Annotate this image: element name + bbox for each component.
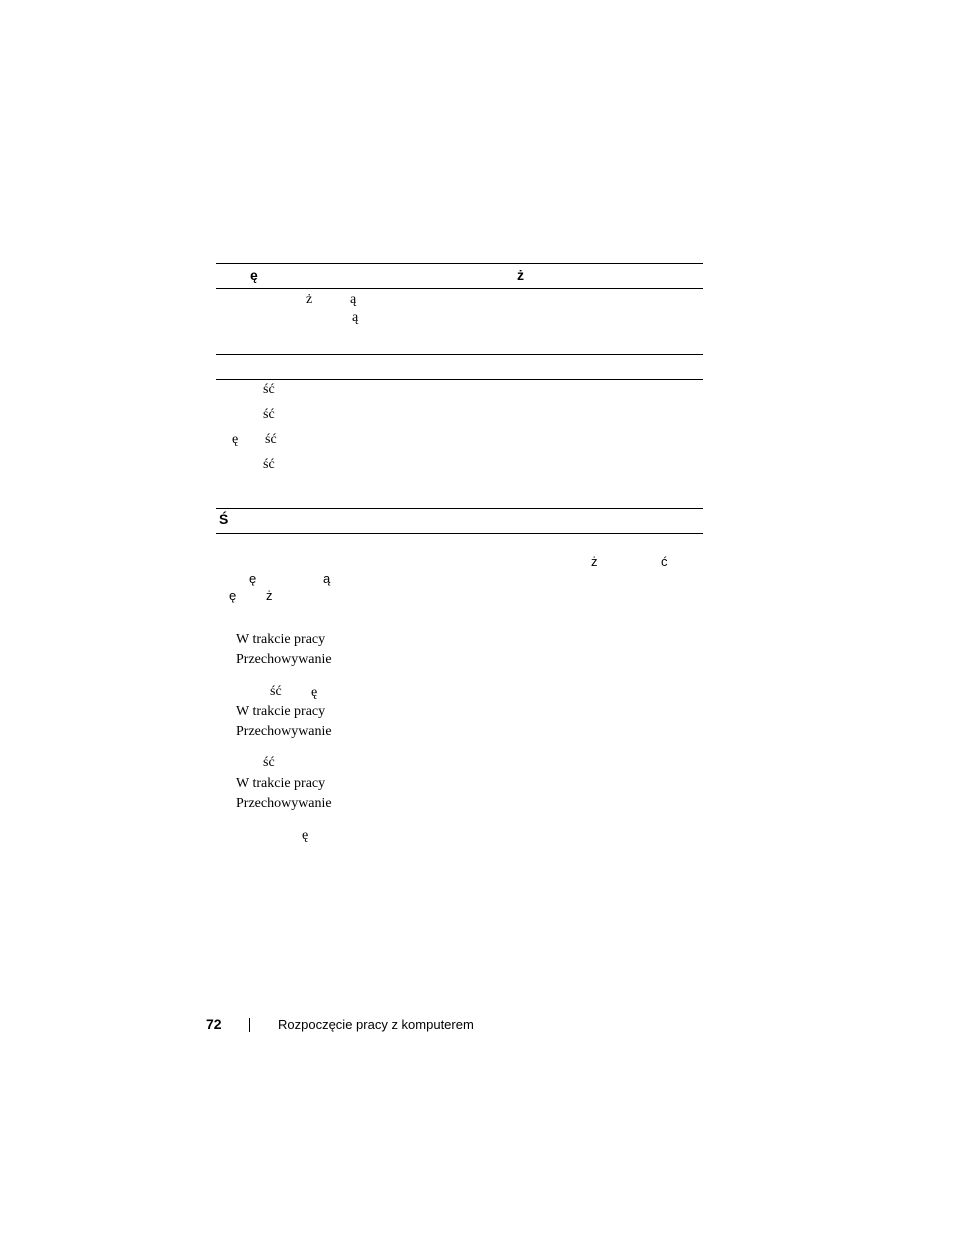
- list-item: ść: [263, 382, 275, 397]
- paragraph-glyph: ż: [591, 554, 598, 569]
- paragraph-glyph: ą: [323, 571, 331, 586]
- list-item: ść: [263, 457, 275, 472]
- row1-line2-glyph: ą: [352, 310, 359, 325]
- table-header-col2: ż: [517, 267, 524, 283]
- paragraph-glyph: ć: [661, 554, 668, 569]
- condition-item-storage: Przechowywanie: [236, 724, 332, 739]
- condition-item-storage: Przechowywanie: [236, 652, 332, 667]
- group-label-glyph: ść: [270, 684, 282, 699]
- footer-title: Rozpoczęcie pracy z komputerem: [278, 1017, 474, 1032]
- row1-glyph-a: ż: [306, 292, 313, 307]
- list-item-prefix: ę: [232, 432, 239, 447]
- paragraph-glyph: ę: [229, 588, 237, 603]
- row1-glyph-b: ą: [350, 292, 357, 307]
- paragraph-glyph: ę: [249, 571, 257, 586]
- table-row1-rule: [216, 354, 703, 355]
- condition-item-operating: W trakcie pracy: [236, 704, 326, 719]
- table-header-rule: [216, 288, 703, 289]
- condition-item-storage: Przechowywanie: [236, 796, 332, 811]
- paragraph-glyph: ż: [266, 588, 273, 603]
- table-top-rule: [216, 263, 703, 264]
- section-heading: Ś: [219, 511, 229, 527]
- section-top-rule: [216, 508, 703, 509]
- condition-item-operating: W trakcie pracy: [236, 632, 326, 647]
- list-item: ść: [265, 432, 277, 447]
- group-label-glyph: ę: [311, 685, 318, 700]
- trailing-glyph: ę: [302, 828, 309, 843]
- condition-item-operating: W trakcie pracy: [236, 776, 326, 791]
- group-label-glyph: ść: [263, 755, 275, 770]
- table-row2-rule: [216, 379, 703, 380]
- page-number: 72: [206, 1016, 222, 1032]
- table-header-col1: ę: [250, 267, 258, 283]
- section-bottom-rule: [216, 533, 703, 534]
- footer-separator: [249, 1018, 250, 1032]
- list-item: ść: [263, 407, 275, 422]
